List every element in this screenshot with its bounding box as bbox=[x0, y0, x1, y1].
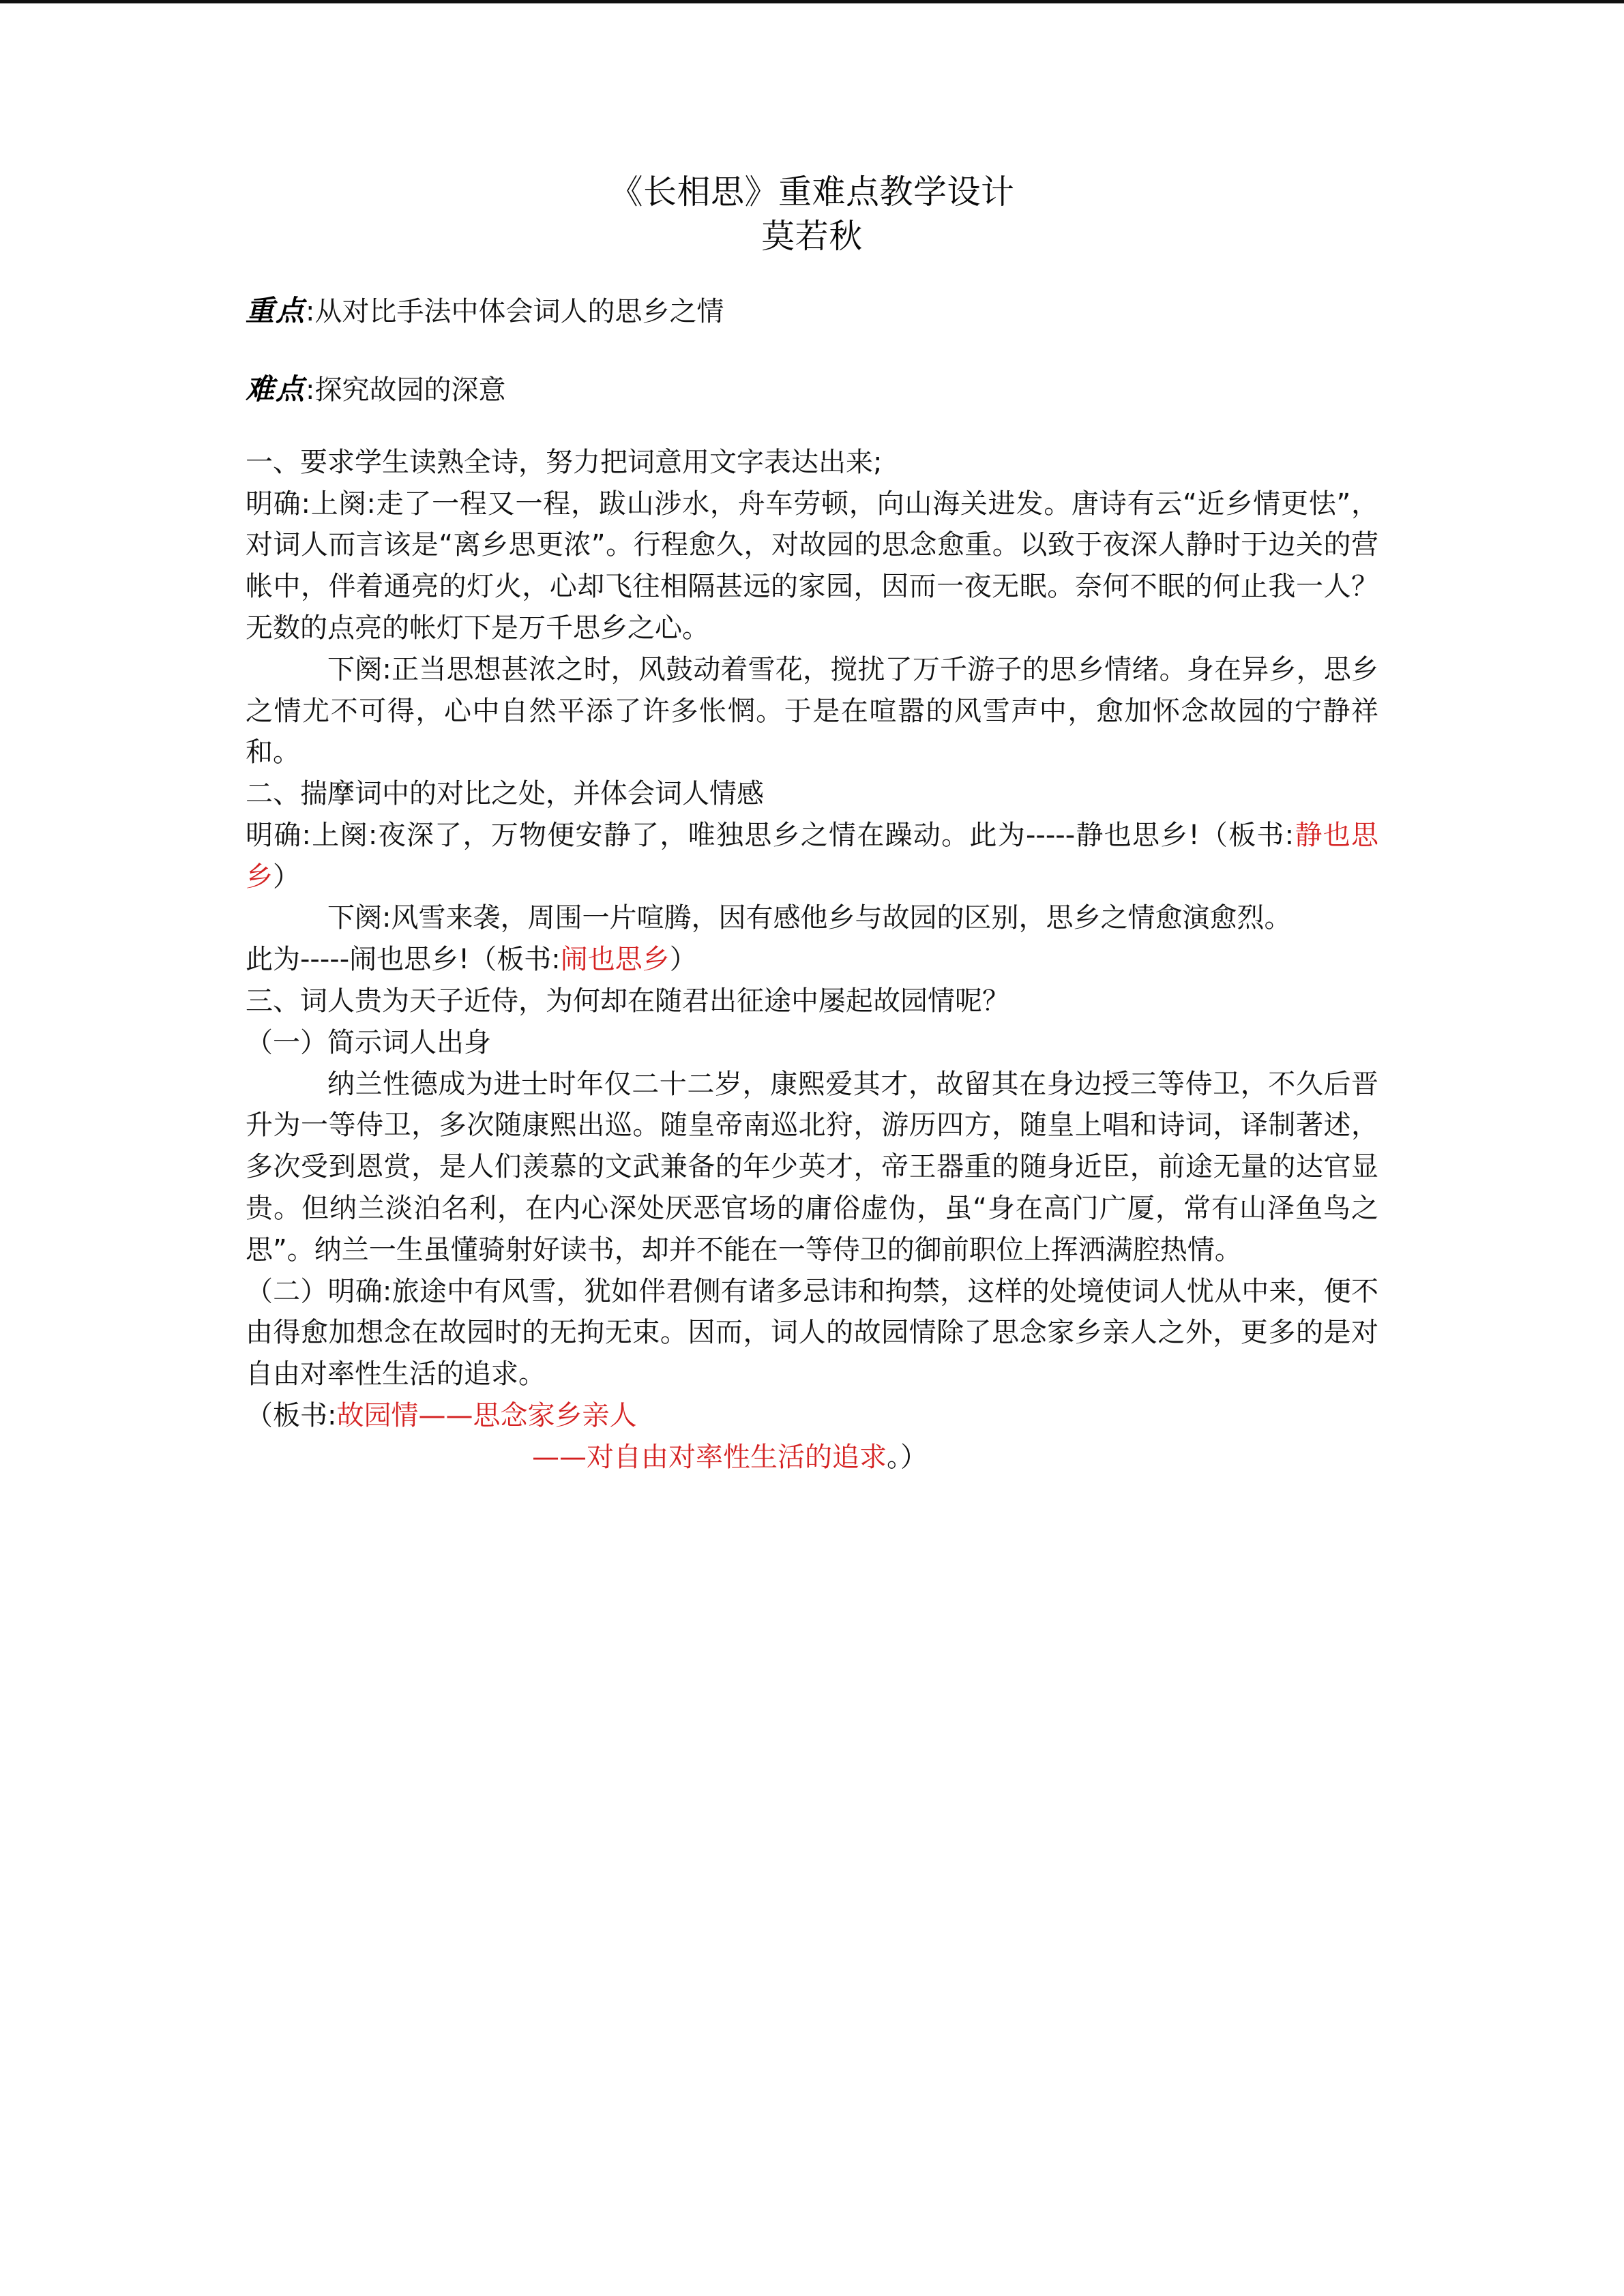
board-note-text-1: 故园情——思念家乡亲人 bbox=[336, 1400, 637, 1432]
section-one-heading: 一、要求学生读熟全诗，努力把词意用文字表达出来; bbox=[246, 446, 883, 478]
section-two-upper-paragraph bbox=[246, 815, 1378, 898]
page-title: 《长相思》重难点教学设计 bbox=[609, 173, 1015, 211]
board-note-line-1 bbox=[246, 1395, 1378, 1437]
board-note-line-2 bbox=[246, 1437, 1378, 1478]
board-note-close: 。） bbox=[887, 1441, 928, 1473]
board-note-text-2: ——对自由对率性生活的追求 bbox=[532, 1441, 887, 1473]
focus-point-line bbox=[246, 290, 1378, 332]
section-three-biography-paragraph: 纳兰性德成为进士时年仅二十二岁，康熙爱其才，故留其在身边授三等侍卫，不久后晋升为一等侍卫，多次随康熙出巡。随皇帝南巡北狩，游历四方，随皇上唱和诗词，译制著述，多次受到恩赏，是人们羡慕的文武兼备的年少英才，帝王器重的随身近臣，前途无量的达官显贵。但纳兰淡泊名利，在内心深处厌恶官场的庸俗虚伪，虽“身在高门广厦，常有山泽鱼鸟之思”。纳兰一生虽懂骑射好读书，却并不能在一等侍卫的御前职位上挥洒满腔热情。 bbox=[246, 1068, 1378, 1266]
section-two-lower-paragraph: 下阕:风雪来袭，周围一片喧腾，因有感他乡与故园的区别，思乡之情愈演愈烈。 bbox=[327, 902, 1292, 934]
section-two-upper-before: 明确:上阕:夜深了，万物便安静了，唯独思乡之情在躁动。此为-----静也思乡!（板书: bbox=[246, 819, 1295, 851]
section-two-heading: 二、揣摩词中的对比之处，并体会词人情感 bbox=[246, 778, 764, 810]
difficulty-point-line bbox=[246, 368, 1378, 411]
section-three-heading: 三、词人贵为天子近侍，为何却在随君出征途中屡起故园情呢？ bbox=[246, 985, 1009, 1017]
section-two-lower-board-note: 闹也思乡 bbox=[560, 944, 670, 976]
difficulty-point-label: 难点 bbox=[246, 372, 306, 406]
section-three-sub-two-paragraph: （二）明确:旅途中有风雪，犹如伴君侧有诸多忌讳和拘禁，这样的处境使词人忧从中来，便不由得愈加想念在故园时的无拘无束。因而，词人的故园情除了思念家乡亲人之外，更多的是对自由对率性生活的追求。 bbox=[246, 1275, 1378, 1390]
focus-point-label: 重点 bbox=[246, 294, 306, 328]
board-note-open: （板书: bbox=[246, 1400, 337, 1432]
focus-point-text: 从对比手法中体会词人的思乡之情 bbox=[314, 296, 724, 328]
section-two-lower-after: ） bbox=[669, 944, 697, 976]
section-one-lower-paragraph: 下阕:正当思想甚浓之时，风鼓动着雪花，搅扰了万千游子的思乡情绪。身在异乡，思乡之情尤不可得，心中自然平添了许多怅惘。于是在喧嚣的风雪声中，愈加怀念故园的宁静祥和。 bbox=[246, 653, 1378, 769]
difficulty-point-text: 探究故园的深意 bbox=[314, 374, 506, 406]
section-two-upper-board-note: 静也思乡 bbox=[246, 819, 1379, 893]
section-two-upper-after: ） bbox=[273, 861, 300, 893]
section-two-lower-before: 此为-----闹也思乡!（板书: bbox=[246, 944, 561, 976]
page-author: 莫若秋 bbox=[761, 216, 863, 256]
focus-point-separator: : bbox=[306, 296, 315, 328]
section-two-lower-tail bbox=[246, 939, 1378, 981]
difficulty-point-separator: : bbox=[306, 374, 315, 406]
section-three-sub-one-heading: （一）简示词人出身 bbox=[246, 1026, 491, 1058]
section-one-upper-paragraph: 明确:上阕:走了一程又一程，跋山涉水，舟车劳顿，向山海关进发。唐诗有云“近乡情更怯”，对词人而言该是“离乡思更浓”。行程愈久，对故园的思念愈重。以致于夜深人静时于边关的营帐中，伴着通亮的灯火，心却飞往相隔甚远的家园，因而一夜无眠。奈何不眠的何止我一人？无数的点亮的帐灯下是万千思乡之心。 bbox=[246, 488, 1378, 644]
